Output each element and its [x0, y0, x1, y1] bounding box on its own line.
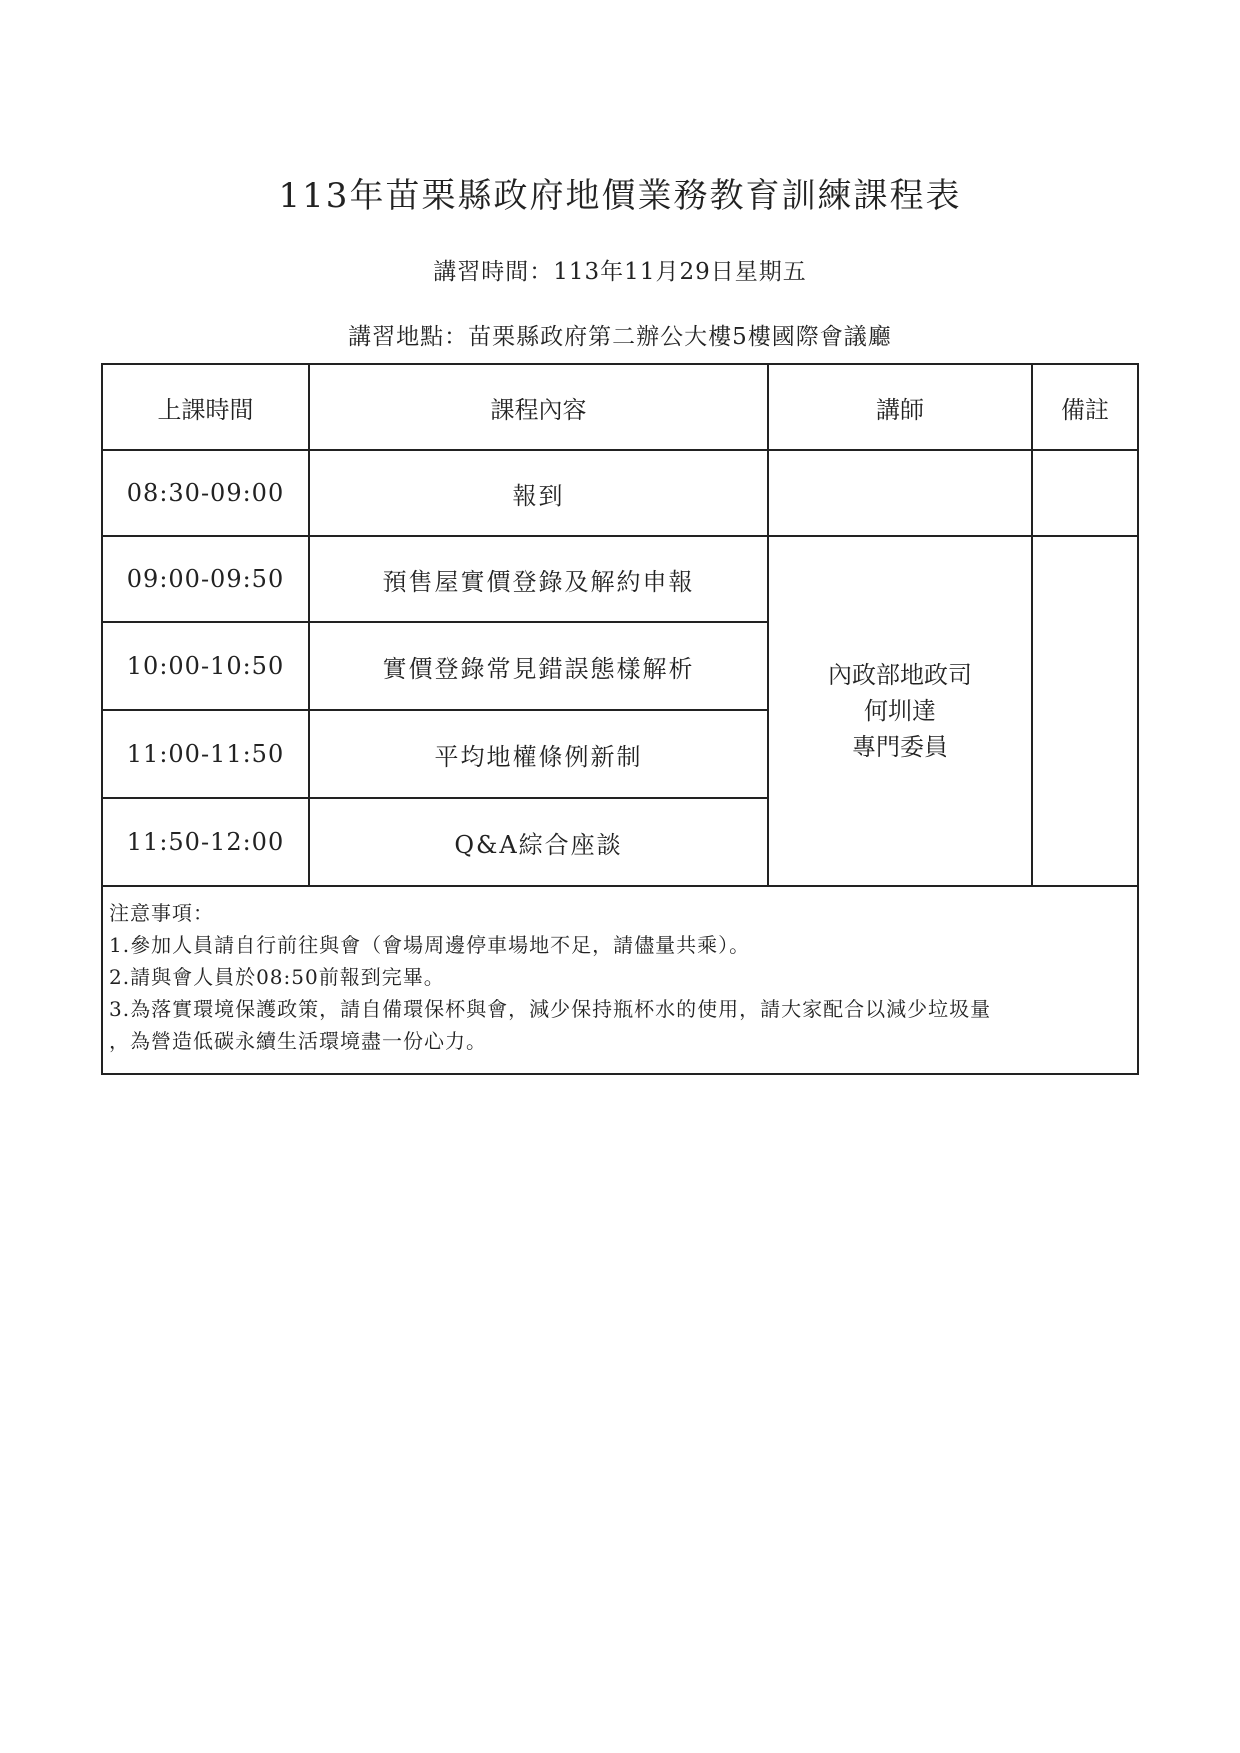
row-note-empty — [1032, 450, 1138, 536]
teacher-name: 何圳達 — [864, 697, 936, 725]
row-time: 08:30-09:00 — [102, 450, 309, 536]
notes-heading: 注意事項： — [109, 901, 214, 925]
row-content: 平均地權條例新制 — [309, 710, 768, 798]
notes-row — [102, 886, 1138, 1074]
note-item-continued: ，為營造低碳永續生活環境盡一份心力。 — [109, 1029, 487, 1053]
header-note: 備註 — [1032, 364, 1138, 450]
table-row — [102, 536, 1138, 622]
row-time: 11:50-12:00 — [102, 798, 309, 886]
header-teacher: 講師 — [768, 364, 1032, 450]
row-content: 預售屋實價登錄及解約申報 — [309, 536, 768, 622]
table-header-row — [102, 364, 1138, 450]
row-teacher-empty — [768, 450, 1032, 536]
table-row — [102, 450, 1138, 536]
row-content: 報到 — [309, 450, 768, 536]
teacher-unit: 內政部地政司 — [828, 661, 972, 689]
session-time: 講習時間：113年11月29日星期五 — [433, 259, 807, 285]
row-time: 09:00-09:50 — [102, 536, 309, 622]
page-title: 113年苗栗縣政府地價業務教育訓練課程表 — [278, 176, 962, 216]
row-time: 11:00-11:50 — [102, 710, 309, 798]
note-item: 3.為落實環境保護政策，請自備環保杯與會，減少保持瓶杯水的使用，請大家配合以減少垃圾量 — [109, 997, 992, 1021]
header-content: 課程內容 — [309, 364, 768, 450]
note-cell — [1032, 536, 1138, 886]
schedule-table — [101, 363, 1139, 1075]
teacher-title: 專門委員 — [852, 733, 948, 761]
session-place: 講習地點：苗栗縣政府第二辦公大樓5樓國際會議廳 — [348, 324, 892, 350]
row-time: 10:00-10:50 — [102, 622, 309, 710]
teacher-cell — [768, 536, 1032, 886]
header-time: 上課時間 — [102, 364, 309, 450]
note-item: 1.參加人員請自行前往與會（會場周邊停車場地不足，請儘量共乘）。 — [109, 933, 751, 957]
row-content: 實價登錄常見錯誤態樣解析 — [309, 622, 768, 710]
notes-cell — [102, 886, 1138, 1074]
note-item: 2.請與會人員於08:50前報到完畢。 — [109, 965, 445, 989]
row-content: Q&A綜合座談 — [309, 798, 768, 886]
